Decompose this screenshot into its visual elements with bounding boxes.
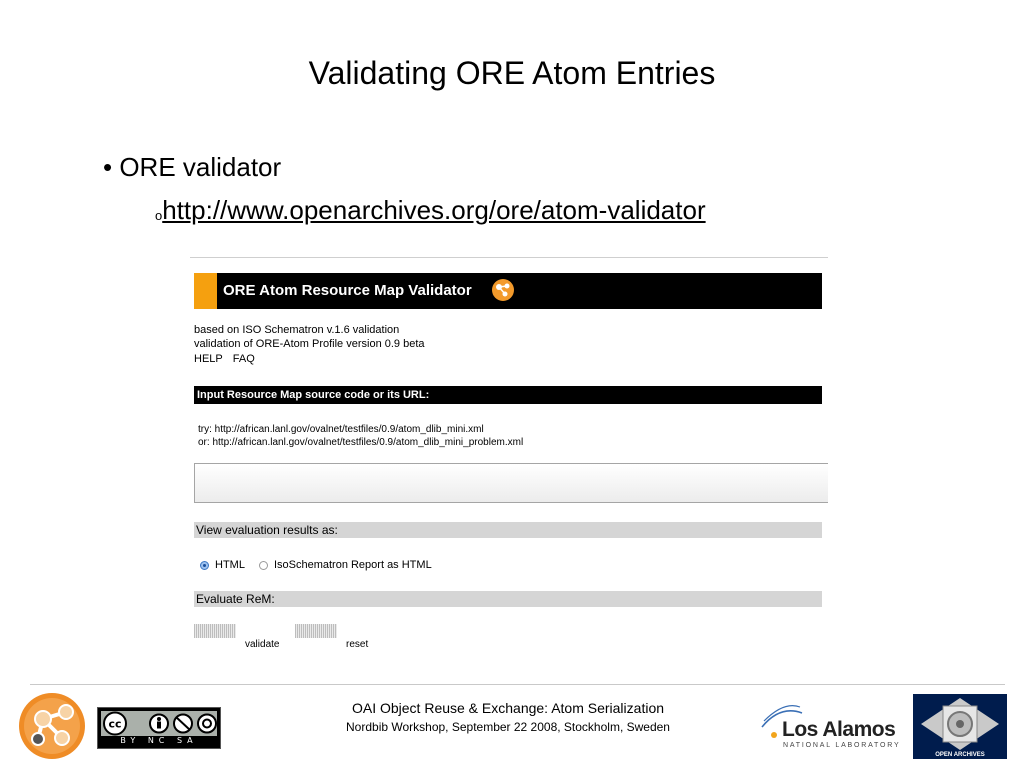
footer-title: OAI Object Reuse & Exchange: Atom Serialization <box>351 700 665 716</box>
cc-terms: BY NC SA <box>120 736 198 745</box>
validator-title: ORE Atom Resource Map Validator <box>223 282 472 299</box>
orange-accent <box>194 273 217 309</box>
footer-subtitle: Nordbib Workshop, September 22 2008, Stockholm, Sweden <box>346 720 670 734</box>
validator-header-bar <box>194 273 822 309</box>
help-link[interactable]: HELP <box>194 353 223 365</box>
screenshot-divider <box>190 257 828 258</box>
validator-screenshot <box>190 257 828 657</box>
cc-symbols-icon <box>101 711 217 736</box>
open-archives-icon <box>913 694 1007 754</box>
reset-label: reset <box>346 639 369 650</box>
ore-logo <box>16 691 88 761</box>
info-line: validation of ORE-Atom Profile version 0.9 beta <box>194 338 425 350</box>
svg-text:cc: cc <box>108 717 122 731</box>
sub-bullet-marker: o <box>155 208 163 223</box>
open-archives-logo <box>913 694 1007 759</box>
validator-link[interactable]: http://www.openarchives.org/ore/atom-validator <box>162 195 706 225</box>
isoschematron-radio[interactable] <box>259 561 268 570</box>
bullet-ore-validator: • ORE validator <box>103 152 282 182</box>
html-radio[interactable] <box>200 561 209 570</box>
isoschematron-option-label: IsoSchematron Report as HTML <box>273 559 432 571</box>
cc-license-badge <box>97 707 221 749</box>
faq-link[interactable]: FAQ <box>232 353 255 365</box>
ore-logo-icon <box>491 278 515 302</box>
try-url-line: or: http://african.lanl.gov/ovalnet/testfiles/0.9/atom_dlib_mini_problem.xml <box>198 437 524 448</box>
open-archives-text: OPEN ARCHIVES <box>935 752 985 758</box>
footer-divider <box>30 684 1005 685</box>
html-option-label: HTML <box>215 559 245 571</box>
lanl-name: Los Alamos <box>782 718 896 741</box>
validate-button[interactable] <box>194 624 236 638</box>
resource-map-input[interactable] <box>194 463 828 503</box>
reset-button[interactable] <box>295 624 337 638</box>
sub-bullet <box>155 195 706 226</box>
input-header: Input Resource Map source code or its URL: <box>194 386 822 404</box>
cc-icons <box>101 711 217 736</box>
try-url-line: try: http://african.lanl.gov/ovalnet/testfiles/0.9/atom_dlib_mini.xml <box>198 424 484 435</box>
lanl-subtitle: NATIONAL LABORATORY <box>783 742 901 749</box>
info-line: based on ISO Schematron v.1.6 validation <box>194 324 400 336</box>
view-results-header: View evaluation results as: <box>194 522 822 538</box>
slide-title: Validating ORE Atom Entries <box>308 55 716 91</box>
help-links <box>194 353 265 365</box>
view-options <box>200 559 432 571</box>
evaluate-header: Evaluate ReM: <box>194 591 822 607</box>
validate-label: validate <box>245 639 280 650</box>
